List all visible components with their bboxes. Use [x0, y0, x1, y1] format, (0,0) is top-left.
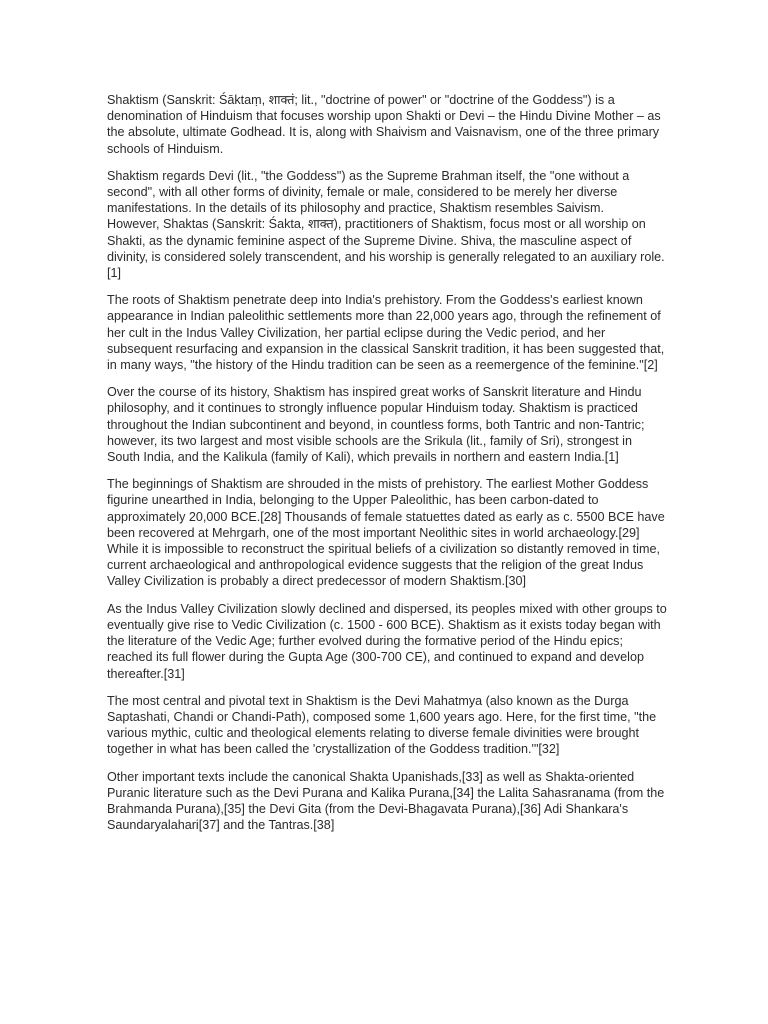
paragraph-other-texts: Other important texts include the canonical Shakta Upanishads,[33] as well as Shakta-oriented Puranic literature such as the Devi Purana and Kalika Purana,[34] the Lalita Sahasranama (from the Brahmanda Purana),[35] the Devi Gita (from the Devi-Bhagavata Purana),[36] Adi Shankara's Saundaryalahari[37] and the Tantras.[38] [107, 769, 665, 833]
document-page [107, 92, 667, 844]
paragraph-intro: Shaktism (Sanskrit: Śāktaṃ, शाक्तं; lit., "doctrine of power" or "doctrine of the Goddess") is a denomination of Hinduism that focuses worship upon Shakti or Devi – the Hindu Divine Mother – as the absolute, ultimate Godhead. It is, along with Shaivism and Vaisnavism, one of the three primary schools of Hinduism. [107, 93, 661, 156]
paragraph-vedic: As the Indus Valley Civilization slowly declined and dispersed, its peoples mixed with other groups to eventually give rise to Vedic Civilization (c. 1500 - 600 BCE). Shaktism as it exists today began with the literature of the Vedic Age; further evolved during the formative period of the Hindu epics; reached its full flower during the Gupta Age (300-700 CE), and continued to expand and develop thereafter.[31] [107, 601, 667, 681]
paragraph-devi-mahatmya: The most central and pivotal text in Shaktism is the Devi Mahatmya (also known as the Durga Saptashati, Chandi or Chandi-Path), composed some 1,600 years ago. Here, for the first time, "the various mythic, cultic and theological elements relating to diverse female divinities were brought together in what has been called the 'crystallization of the Goddess tradition.'"[32] [107, 693, 657, 757]
paragraph-shaktas: However, Shaktas (Sanskrit: Śakta, शाक्त), practitioners of Shaktism, focus most or all worship on Shakti, as the dynamic feminine aspect of the Supreme Divine. Shiva, the masculine aspect of divinity, is considered solely transcendent, and his worship is generally relegated to an auxiliary role.[1] [107, 217, 665, 281]
paragraph-beginnings: The beginnings of Shaktism are shrouded in the mists of prehistory. The earliest Mother Goddess figurine unearthed in India, belonging to the Upper Paleolithic, has been carbon-dated to approximately 20,000 BCE.[28] Thousands of female statuettes dated as early as c. 5500 BCE have been recovered at Mehrgarh, one of the most important Neolithic sites in world archaeology.[29] While it is impossible to reconstruct the spiritual beliefs of a civilization so distantly removed in time, current archaeological and anthropological evidence suggests that the religion of the great Indus Valley Civilization is probably a direct predecessor of modern Shaktism.[30] [107, 477, 665, 589]
paragraph-history: Over the course of its history, Shaktism has inspired great works of Sanskrit literature and Hindu philosophy, and it continues to strongly influence popular Hinduism today. Shaktism is practiced throughout the Indian subcontinent and beyond, in countless forms, both Tantric and non-Tantric; however, its two largest and most visible schools are the Srikula (lit., family of Sri), strongest in South India, and the Kalikula (family of Kali), which prevails in northern and eastern India.[1] [107, 385, 645, 465]
paragraph-devi: Shaktism regards Devi (lit., "the Goddess") as the Supreme Brahman itself, the "one without a second", with all other forms of divinity, female or male, considered to be merely her diverse manifestations. In the details of its philosophy and practice, Shaktism resembles Saivism. [107, 168, 630, 216]
paragraph-roots: The roots of Shaktism penetrate deep into India's prehistory. From the Goddess's earliest known appearance in Indian paleolithic settlements more than 22,000 years ago, through the refinement of her cult in the Indus Valley Civilization, her partial eclipse during the Vedic period, and her subsequent resurfacing and expansion in the classical Sanskrit tradition, it has been suggested that, in many ways, "the history of the Hindu tradition can be seen as a reemergence of the feminine."[2] [107, 293, 665, 373]
